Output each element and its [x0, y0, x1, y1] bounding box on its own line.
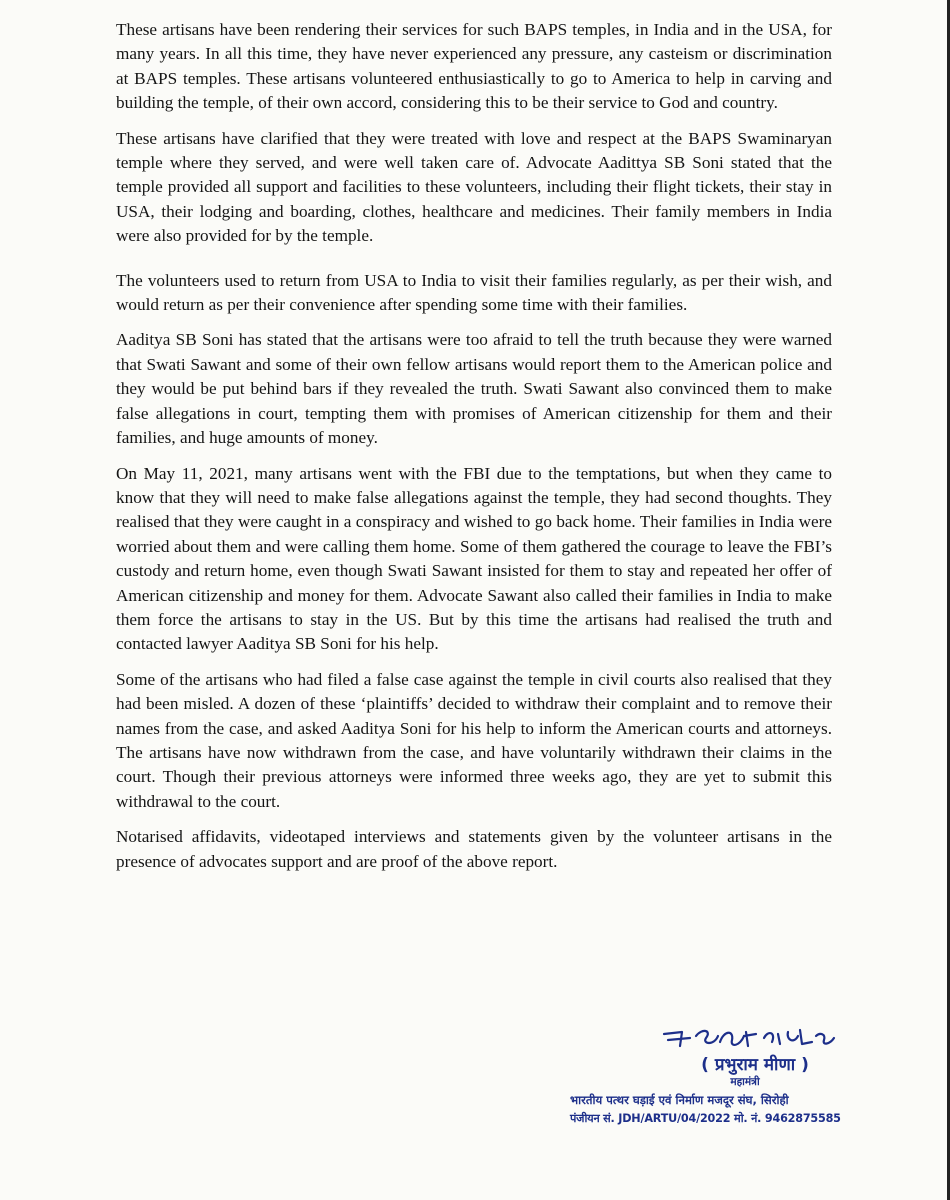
signature-block	[560, 1022, 890, 1126]
paragraph-6: Some of the artisans who had filed a false case against the temple in civil courts also realised that they had been misled. A dozen of these ‘plaintiffs’ decided to withdraw their complaint and to remove their names from the case, and asked Aaditya Soni for his help to inform the American courts and attorneys. The artisans have now withdrawn from the case, and have voluntarily withdrawn their claims in the court. Though their previous attorneys were informed three weeks ago, they are yet to submit this withdrawal to the court.	[116, 669, 832, 811]
paragraph-7: Notarised affidavits, videotaped interviews and statements given by the volunteer artisans in the presence of advocates support and are proof of the above report.	[116, 827, 832, 871]
document-body	[116, 18, 832, 885]
signatory-name: ( प्रभुराम मीणा )	[701, 1055, 809, 1075]
paragraph-4: Aaditya SB Soni has stated that the artisans were too afraid to tell the truth because they were warned that Swati Sawant and some of their own fellow artisans would report them to the American police and they would be put behind bars if they revealed the truth. Swati Sawant also convinced them to make false allegations in court, tempting them with promises of American citizenship for them and their families, and huge amounts of money.	[116, 330, 832, 448]
signatory-title: महामंत्री	[730, 1076, 760, 1088]
paragraph-2: These artisans have clarified that they were treated with love and respect at the BAPS Swaminaryan temple where they served, and were well taken care of. Advocate Aadittya SB Soni stated that the temple provided all support and facilities to these volunteers, including their flight tickets, their stay in USA, their lodging and boarding, clothes, healthcare and medicines. Their family members in India were also provided for by the temple.	[116, 128, 832, 246]
registration-number: पंजीयन सं. JDH/ARTU/04/2022 मो. नं. 9462875585	[570, 1112, 841, 1125]
paragraph-3: The volunteers used to return from USA to India to visit their families regularly, as per their wish, and would return as per their convenience after spending some time with their families.	[116, 270, 832, 315]
handwritten-signature	[660, 1022, 840, 1056]
organization-name: भारतीय पत्थर घड़ाई एवं निर्माण मजदूर संघ, सिरोही	[570, 1093, 789, 1107]
paragraph-1: These artisans have been rendering their services for such BAPS temples, in India and in the USA, for many years. In all this time, they have never experienced any pressure, any casteism or discrimination at BAPS temples. These artisans volunteered enthusiastically to go to America to help in carving and building the temple, of their own accord, considering this to be their service to God and country.	[116, 20, 832, 113]
paragraph-5: On May 11, 2021, many artisans went with the FBI due to the temptations, but when they came to know that they will need to make false allegations against the temple, they had second thoughts. They realised that they were caught in a conspiracy and wished to go back home. Their families in India were worried about them and were calling them home. Some of them gathered the courage to leave the FBI’s custody and return home, even though Swati Sawant insisted for them to stay and repeated her offer of American citizenship and money for them. Advocate Sawant also called their families in India to make them force the artisans to stay in the US. But by this time the artisans had realised the truth and contacted lawyer Aaditya SB Soni for his help.	[116, 463, 832, 654]
